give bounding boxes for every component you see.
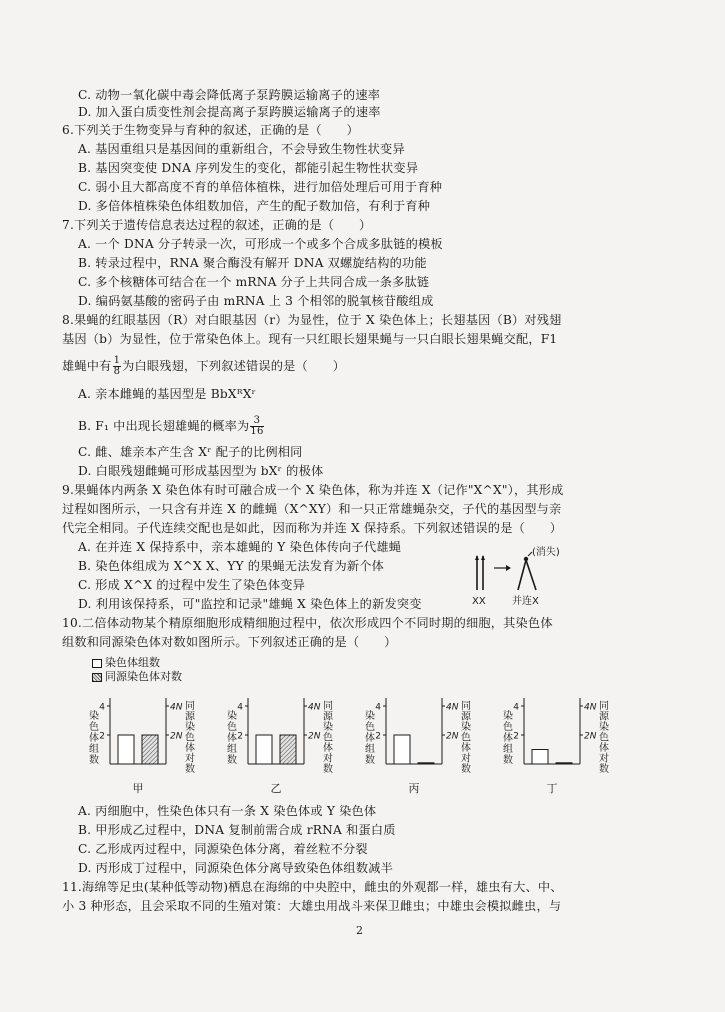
legend-item-groups: 染色体组数 bbox=[92, 656, 182, 670]
q8-stem-line2: 基因（b）为显性，位于常染色体上。现有一只红眼长翅果蝇与一只白眼长翅果蝇交配，F1 bbox=[62, 332, 558, 346]
q5-option-d: D. 加入蛋白质变性剂会提高离子泵跨膜运输离子的速率 bbox=[78, 105, 381, 119]
legend-item-homologs: 同源染色体对数 bbox=[92, 670, 182, 684]
q9-option-a: A. 在并连 X 保持系中，亲本雄蝇的 Y 染色体传向子代雄蝇 bbox=[78, 540, 402, 554]
right-tick-label: 4N bbox=[446, 702, 459, 713]
q5-option-c: C. 动物一氧化碳中毒会降低离子泵跨膜运输离子的速率 bbox=[78, 88, 381, 102]
right-tick-label: 4N bbox=[308, 702, 321, 713]
right-tick-label: 2N bbox=[170, 731, 183, 742]
chart-xlabel: 丁 bbox=[546, 782, 558, 795]
chart-legend bbox=[92, 656, 182, 684]
bar-chromosome-groups bbox=[256, 735, 272, 764]
left-tick-label: 4 bbox=[513, 702, 519, 713]
fused-x-left-arm bbox=[518, 560, 526, 590]
q9-stem-line1: 9.果蝇体内两条 X 染色体有时可融合成一个 X 染色体，称为并连 X（记作"X^X"），其形成 bbox=[62, 483, 564, 497]
q6-stem: 6.下列关于生物变异与育种的叙述，正确的是（ ） bbox=[62, 123, 359, 137]
chart-xlabel: 乙 bbox=[270, 782, 282, 795]
q8-stem-line1: 8.果蝇的红眼基因（R）对白眼基因（r）为显性，位于 X 染色体上；长翅基因（B）对残翅 bbox=[62, 313, 562, 327]
bar-homolog-pairs bbox=[418, 763, 434, 764]
centromere-marker bbox=[475, 555, 479, 560]
chart-panel bbox=[225, 698, 333, 795]
q10-option-b: B. 甲形成乙过程中，DNA 复制前需合成 rRNA 和蛋白质 bbox=[78, 823, 396, 837]
q6-option-a: A. 基因重组只是基因间的重新组合，不会导致生物性状变异 bbox=[78, 142, 405, 156]
q9-option-b: B. 染色体组成为 X^X X、YY 的果蝇无法发育为新个体 bbox=[78, 559, 385, 573]
q7-option-c: C. 多个核糖体可结合在一个 mRNA 分子上共同合成一条多肽链 bbox=[78, 275, 430, 289]
q7-option-d: D. 编码氨基酸的密码子由 mRNA 上 3 个相邻的脱氧核苷酸组成 bbox=[78, 294, 434, 308]
q6-option-c: C. 弱小且大都高度不育的单倍体植株，进行加倍处理后可用于育种 bbox=[78, 180, 443, 194]
chart-xlabel: 丙 bbox=[408, 782, 420, 795]
fraction-one-eighth: $\frac{1}{8}$ bbox=[113, 355, 121, 377]
chart-xlabel: 甲 bbox=[132, 782, 144, 795]
left-tick-label: 2 bbox=[237, 731, 243, 742]
centromere-marker bbox=[481, 555, 485, 560]
right-axis-title: 同源染色体对数 bbox=[458, 700, 470, 774]
left-axis-title: 染色体组数 bbox=[224, 710, 236, 765]
chart-panel bbox=[501, 698, 609, 795]
right-tick-label: 2N bbox=[584, 731, 597, 742]
left-axis-title: 染色体组数 bbox=[362, 710, 374, 765]
left-tick-label: 4 bbox=[375, 702, 381, 713]
q8-stem-line3: 雄蝇中有 $\frac{1}{8}$ 为白眼残翅，下列叙述错误的是（ ） bbox=[62, 355, 346, 377]
bar-homolog-pairs bbox=[142, 735, 158, 764]
q9-option-d: D. 利用该保持系，可"监控和记录"雄蝇 X 染色体上的新发突变 bbox=[78, 597, 422, 611]
left-axis-title: 染色体组数 bbox=[86, 710, 98, 765]
label-disappear: (消失) bbox=[532, 547, 560, 558]
fused-centromere bbox=[524, 557, 528, 561]
q6-option-d: D. 多倍体植株染色体组数加倍，产生的配子数加倍，有利于育种 bbox=[78, 199, 431, 213]
q10-option-a: A. 丙细胞中，性染色体只有一条 X 染色体或 Y 染色体 bbox=[78, 804, 377, 818]
q9-option-c: C. 形成 X^X 的过程中发生了染色体变异 bbox=[78, 578, 305, 592]
q9-stem-line2: 过程如图所示，一只含有并连 X 的雌蝇（X^XY）和一只正常雄蝇杂交，子代的基因型与亲 bbox=[62, 502, 562, 516]
right-tick-label: 2N bbox=[446, 731, 459, 742]
label-fused-x: 并连X bbox=[512, 596, 539, 607]
bar-chromosome-groups bbox=[118, 735, 134, 764]
q8-option-c: C. 雌、雄亲本产生含 Xʳ 配子的比例相同 bbox=[78, 445, 303, 459]
q10-stem-line2: 组数和同源染色体对数如图所示。下列叙述正确的是（ ） bbox=[62, 635, 397, 649]
q10-option-c: C. 乙形成丙过程中，同源染色体分离，着丝粒不分裂 bbox=[78, 842, 368, 856]
x-fusion-diagram bbox=[470, 546, 580, 608]
left-tick-label: 4 bbox=[237, 702, 243, 713]
bar-homolog-pairs bbox=[280, 735, 296, 764]
q8-option-d: D. 白眼残翅雌蝇可形成基因型为 bXʳ 的极体 bbox=[78, 464, 324, 478]
left-tick-label: 2 bbox=[513, 731, 519, 742]
page-number: 2 bbox=[356, 924, 363, 937]
q6-option-b: B. 基因突变使 DNA 序列发生的变化，都能引起生物性状变异 bbox=[78, 161, 419, 175]
q10-stem-line1: 10.二倍体动物某个精原细胞形成精细胞过程中，依次形成四个不同时期的细胞，其染色体 bbox=[62, 616, 553, 630]
bar-homolog-pairs bbox=[556, 763, 572, 764]
arrow-head-icon bbox=[506, 565, 511, 571]
legend-swatch-hatched bbox=[92, 673, 102, 682]
fraction-three-sixteenths: $\frac{3}{16}$ bbox=[250, 415, 264, 437]
bar-chromosome-groups bbox=[532, 750, 548, 765]
right-axis-title: 同源染色体对数 bbox=[182, 700, 194, 774]
q8-option-a: A. 亲本雌蝇的基因型是 BbXᴿXʳ bbox=[78, 387, 257, 401]
q11-stem-line1: 11.海绵等足虫(某种低等动物)栖息在海绵的中央腔中，雌虫的外观都一样，雄虫有大、中、 bbox=[62, 880, 563, 894]
chart-panel bbox=[363, 698, 471, 795]
right-axis-title: 同源染色体对数 bbox=[320, 700, 332, 774]
right-tick-label: 2N bbox=[308, 731, 321, 742]
left-axis-title: 染色体组数 bbox=[500, 710, 512, 765]
fused-x-right-arm bbox=[526, 560, 536, 590]
right-tick-label: 4N bbox=[584, 702, 597, 713]
left-tick-label: 2 bbox=[99, 731, 105, 742]
legend-swatch-white bbox=[92, 659, 102, 668]
left-tick-label: 2 bbox=[375, 731, 381, 742]
q7-option-b: B. 转录过程中，RNA 聚合酶没有解开 DNA 双螺旋结构的功能 bbox=[78, 256, 427, 270]
q10-option-d: D. 丙形成丁过程中，同源染色体分离导致染色体组数减半 bbox=[78, 861, 393, 875]
chromosome-charts bbox=[80, 688, 660, 800]
q11-stem-line2: 小 3 种形态，且会采取不同的生殖对策：大雄虫用战斗来保卫雌虫；中雄虫会模拟雌虫，与 bbox=[62, 899, 562, 913]
right-axis-title: 同源染色体对数 bbox=[596, 700, 608, 774]
chart-panel bbox=[87, 698, 195, 795]
q9-stem-line3: 代完全相同。子代连续交配也是如此，因而称为并连 X 保持系。下列叙述错误的是（ ） bbox=[62, 521, 563, 535]
q7-stem: 7.下列关于遗传信息表达过程的叙述，正确的是（ ） bbox=[62, 218, 372, 232]
charts-root bbox=[87, 698, 609, 795]
bar-chromosome-groups bbox=[394, 735, 410, 764]
left-tick-label: 4 bbox=[99, 702, 105, 713]
q7-option-a: A. 一个 DNA 分子转录一次，可形成一个或多个合成多肽链的模板 bbox=[78, 237, 443, 251]
label-xx: XX bbox=[472, 596, 486, 607]
q8-option-b: B. F₁ 中出现长翅雄蝇的概率为 $\frac{3}{16}$ bbox=[78, 415, 264, 437]
right-tick-label: 4N bbox=[170, 702, 183, 713]
